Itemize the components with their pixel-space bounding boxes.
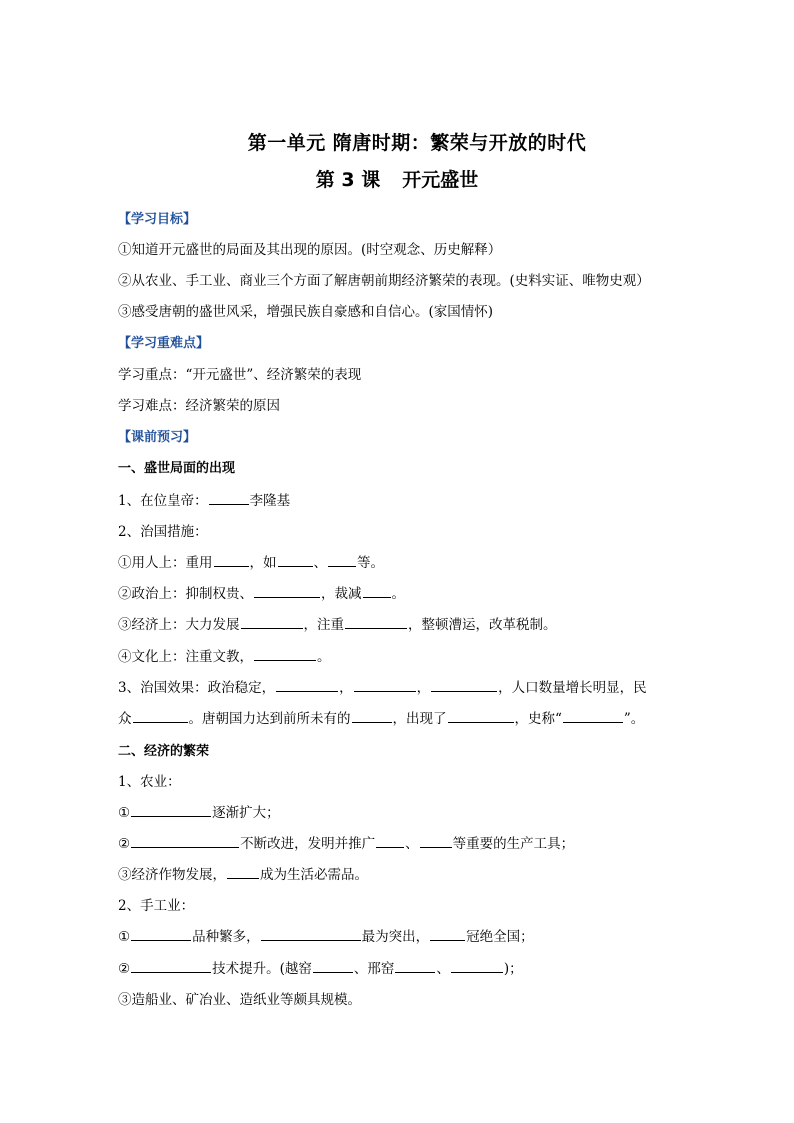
blank[interactable] <box>131 834 239 848</box>
blank[interactable] <box>451 959 503 973</box>
blank[interactable] <box>345 615 407 629</box>
focus-heading: 【学习重难点】 <box>118 336 210 351</box>
text: 冠绝全国； <box>466 929 534 945</box>
blank[interactable] <box>131 803 211 817</box>
measure-economy <box>118 613 557 633</box>
lesson-number: 第 3 课 <box>315 169 381 191</box>
blank[interactable] <box>363 584 391 598</box>
q3-line <box>118 676 647 696</box>
text: 。唐朝国力达到前所未有的 <box>188 711 351 727</box>
q2-line: 2、治国措施： <box>118 524 208 540</box>
objective-item: ①知道开元盛世的局面及其出现的原因。(时空观念、历史解释） <box>118 242 502 258</box>
blank[interactable] <box>254 584 320 598</box>
text: ，注重 <box>303 617 344 633</box>
text: 成为生活必需品。 <box>260 867 368 883</box>
blank[interactable] <box>133 709 188 723</box>
q3-line-cont <box>118 707 644 727</box>
text: 、邢窑 <box>353 961 395 977</box>
difficult-point: 学习难点：经济繁荣的原因 <box>118 398 280 414</box>
blank[interactable] <box>131 927 191 941</box>
handicraft-label: 2、手工业： <box>118 898 195 914</box>
text: ，裁减 <box>321 586 362 602</box>
text: 品种繁多， <box>192 929 260 945</box>
lesson-title <box>0 165 794 192</box>
blank[interactable] <box>209 491 249 505</box>
text: ① <box>118 805 131 821</box>
text: 。 <box>391 586 405 602</box>
measure-culture <box>118 645 331 665</box>
objective-item: ③感受唐朝的盛世风采，增强民族自豪感和自信心。(家国情怀) <box>118 304 494 320</box>
text: ，史称“ <box>514 711 562 727</box>
blank[interactable] <box>328 553 356 567</box>
text: ② <box>118 961 131 977</box>
text: 、 <box>436 961 450 977</box>
q1-answer: 李隆基 <box>249 493 291 509</box>
agriculture-label: 1、农业： <box>118 774 181 790</box>
craft-item-1 <box>118 925 534 945</box>
text: 等重要的生产工具； <box>452 836 575 852</box>
text: 众 <box>118 711 132 727</box>
blank[interactable] <box>313 959 353 973</box>
blank[interactable] <box>352 709 392 723</box>
text: ①用人上：重用 <box>118 555 213 571</box>
text: 技术提升。(越窑 <box>212 961 312 977</box>
text: ② <box>118 836 131 852</box>
objectives-heading: 【学习目标】 <box>118 212 197 227</box>
agri-item-2 <box>118 832 574 852</box>
text: ②政治上：抑制权贵、 <box>118 586 253 602</box>
text: )； <box>503 961 523 977</box>
blank[interactable] <box>241 615 303 629</box>
measure-personnel <box>118 551 384 571</box>
text: 逐渐扩大； <box>212 805 280 821</box>
blank[interactable] <box>131 959 211 973</box>
text: ，如 <box>249 555 277 571</box>
q1-prefix: 1、在位皇帝： <box>118 493 208 509</box>
q1-line <box>118 489 290 509</box>
key-point: 学习重点：“开元盛世”、经济繁荣的表现 <box>118 367 362 383</box>
text: 、 <box>405 836 419 852</box>
text: ③经济作物发展， <box>118 867 226 883</box>
craft-item-2 <box>118 957 523 977</box>
craft-item-3: ③造船业、矿冶业、造纸业等颇具规模。 <box>118 992 361 1008</box>
blank[interactable] <box>420 834 452 848</box>
blank[interactable] <box>395 959 435 973</box>
text: 最为突出， <box>361 929 430 945</box>
text: 。 <box>317 649 331 665</box>
text: 等。 <box>357 555 384 571</box>
text: ① <box>118 929 131 945</box>
blank[interactable] <box>448 709 514 723</box>
blank[interactable] <box>214 553 249 567</box>
text: ④文化上：注重文教， <box>118 649 253 665</box>
text: 3、治国效果：政治稳定， <box>118 680 276 696</box>
agri-item-1 <box>118 801 280 821</box>
text: ， <box>339 680 353 696</box>
text: ，整顿漕运，改革税制。 <box>408 617 557 633</box>
text: ”。 <box>623 711 645 727</box>
lesson-name: 开元盛世 <box>402 169 479 191</box>
blank[interactable] <box>276 678 338 692</box>
text: ③经济上：大力发展 <box>118 617 240 633</box>
blank[interactable] <box>227 865 259 879</box>
blank[interactable] <box>261 927 361 941</box>
blank[interactable] <box>278 553 313 567</box>
preview-heading: 【课前预习】 <box>118 430 197 445</box>
part2-title: 二、经济的繁荣 <box>118 744 210 759</box>
blank[interactable] <box>430 927 465 941</box>
unit-title: 第一单元 隋唐时期：繁荣与开放的时代 <box>247 132 587 154</box>
blank[interactable] <box>563 709 623 723</box>
blank[interactable] <box>254 647 316 661</box>
agri-item-3 <box>118 863 368 883</box>
text: ，出现了 <box>392 711 447 727</box>
blank[interactable] <box>431 678 497 692</box>
text: ，人口数量增长明显，民 <box>498 680 647 696</box>
part1-title: 一、盛世局面的出现 <box>118 461 236 476</box>
measure-politics <box>118 582 405 602</box>
objective-item: ②从农业、手工业、商业三个方面了解唐朝前期经济繁荣的表现。(史料实证、唯物史观） <box>118 273 650 289</box>
text: 不断改进，发明并推广 <box>240 836 376 852</box>
text: ， <box>416 680 431 696</box>
blank[interactable] <box>354 678 416 692</box>
text: 、 <box>313 555 327 571</box>
blank[interactable] <box>376 834 404 848</box>
